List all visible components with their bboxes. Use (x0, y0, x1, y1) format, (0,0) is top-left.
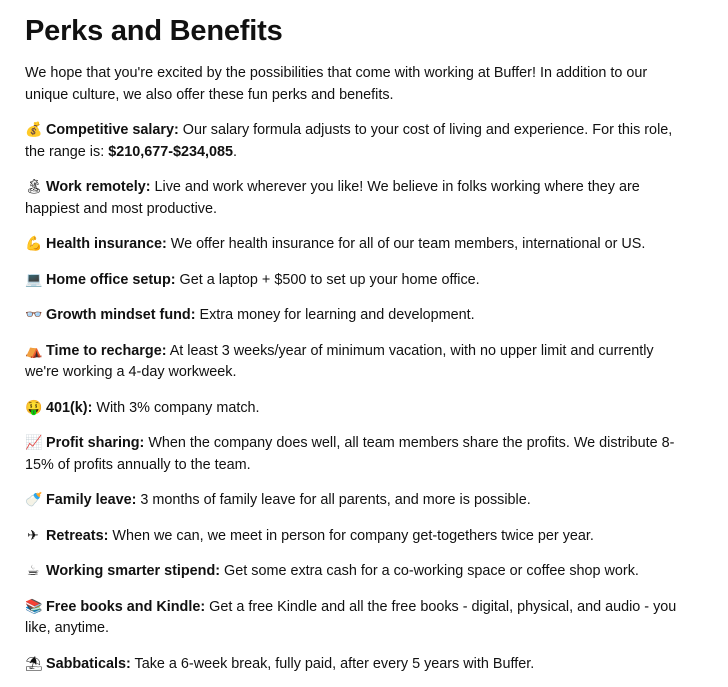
perk-text: Live and work wherever you like! We believe in folks working where they are happiest and most productive. (25, 179, 640, 217)
perk-title: Family leave: (46, 492, 137, 508)
glasses-icon: 👓 (25, 307, 43, 323)
beach-umbrella-icon: ⛱ (25, 655, 43, 672)
perk-item (25, 526, 688, 548)
page-title: Perks and Benefits (25, 15, 283, 47)
perk-text: At least 3 weeks/year of minimum vacation, with no upper limit and currently we're working a 4-day workweek. (25, 342, 654, 380)
perk-item (25, 341, 688, 384)
flexed-bicep-icon: 💪 (25, 236, 43, 252)
perk-title: Competitive salary: (46, 122, 179, 138)
perk-title: 401(k): (46, 399, 93, 416)
perk-text-tail: . (233, 143, 238, 160)
perk-text: When the company does well, all team members share the profits. We distribute 8-15% of profits annually to the team. (25, 435, 675, 473)
money-mouth-face-icon: 🤑 (25, 399, 43, 416)
perk-title: Retreats: (46, 527, 109, 544)
perk-title: Profit sharing: (46, 435, 145, 451)
perk-text: 3 months of family leave for all parents, and more is possible. (136, 492, 531, 508)
perk-item (25, 120, 688, 163)
perk-title: Home office setup: (46, 271, 176, 288)
perk-item (25, 234, 688, 256)
coffee-icon: ☕ (26, 563, 40, 579)
perk-text: Get some extra cash for a co-working space or coffee shop work. (220, 563, 639, 579)
perk-text: Get a free Kindle and all the free books - digital, physical, and audio - you like, anytime. (25, 598, 677, 636)
perk-item (25, 433, 688, 476)
perk-text: With 3% company match. (92, 399, 260, 416)
perk-item (25, 398, 688, 420)
chart-increasing-icon: 📈 (25, 435, 43, 451)
airplane-icon: ✈ (27, 527, 39, 544)
perk-item (25, 270, 688, 292)
perk-title: Health insurance: (46, 236, 167, 252)
baby-bottle-icon: 🍼 (25, 492, 43, 508)
island-icon: 🏝 (25, 179, 43, 195)
perk-text: Our salary formula adjusts to your cost of living and experience. For this role, the range is: (25, 122, 673, 160)
salary-range: $210,677-$234,085 (108, 143, 234, 160)
perk-title: Growth mindset fund: (46, 307, 196, 323)
perk-text: Extra money for learning and development. (195, 307, 475, 323)
perk-item (25, 305, 688, 327)
perk-item (25, 654, 688, 676)
intro-paragraph: We hope that you're excited by the possibilities that come with working at Buffer! In addition to our unique culture, we also offer these fun perks and benefits. (25, 65, 648, 103)
perk-title: Working smarter stipend: (46, 563, 221, 579)
perk-title: Free books and Kindle: (46, 598, 206, 615)
perk-text: Get a laptop + $500 to set up your home office. (175, 271, 480, 288)
perk-text: Take a 6-week break, fully paid, after every 5 years with Buffer. (130, 655, 535, 672)
money-bag-icon: 💰 (25, 122, 43, 138)
perk-text: We offer health insurance for all of our team members, international or US. (166, 236, 646, 252)
perk-title: Sabbaticals: (46, 655, 131, 672)
perk-title: Work remotely: (46, 179, 151, 195)
perk-item (25, 597, 688, 640)
perk-text: When we can, we meet in person for company get-togethers twice per year. (108, 527, 594, 544)
perk-item (25, 177, 688, 220)
laptop-icon: 💻 (25, 271, 43, 288)
perk-title: Time to recharge: (46, 342, 167, 359)
perk-item (25, 490, 688, 512)
books-icon: 📚 (25, 598, 43, 615)
perk-item (25, 561, 688, 583)
tent-icon: ⛺ (25, 342, 43, 359)
